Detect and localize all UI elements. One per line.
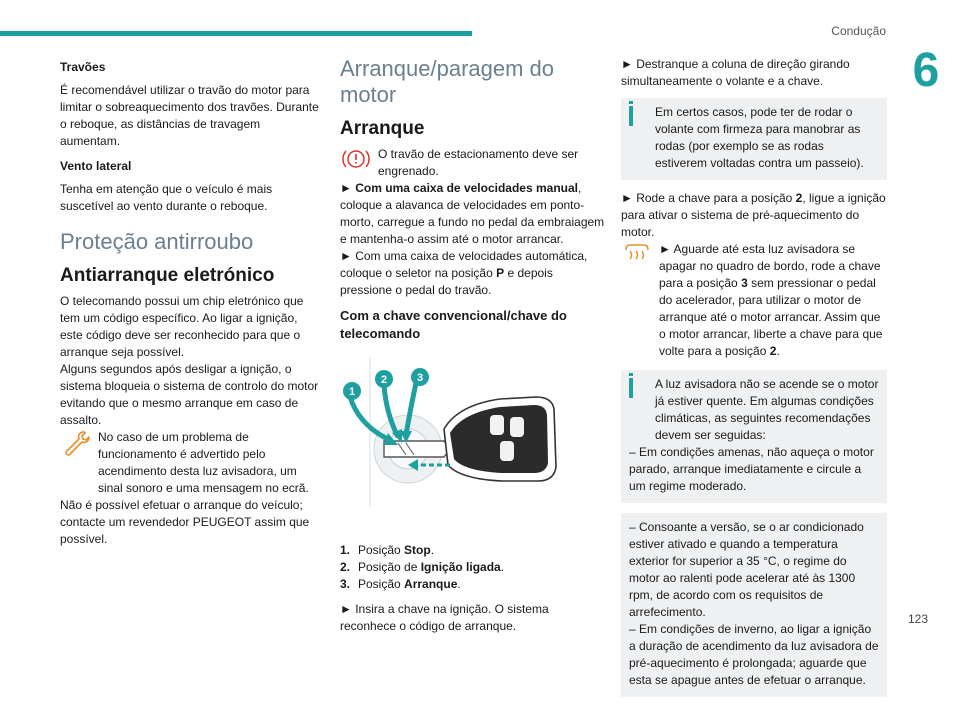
brake-warning-icon xyxy=(340,146,374,174)
glow-text-b: sem pressionar o pedal do acelerador, para utilizar o motor de arranque até o motor arrancar. Assim que o motor arrancar, liberte a chave para que volte para a posição xyxy=(659,276,883,358)
position-label: Posição xyxy=(358,543,405,557)
ignition-key-illustration xyxy=(340,357,606,527)
position-list xyxy=(340,542,606,593)
auto-text-a: ► Com uma caixa de velocidades automática, coloque o seletor na posição xyxy=(340,249,588,280)
position-name: Stop xyxy=(404,543,431,557)
info-text-steering: Em certos casos, pode ter de rodar o volante com firmeza para manobrar as rodas (por exemplo se as rodas estiverem voltadas contra um passeio). xyxy=(655,105,864,170)
glow-plug-icon xyxy=(621,241,655,269)
unlock-steering-text: ► Destranque a coluna de direção girando simultaneamente o volante e a chave. xyxy=(621,57,850,88)
protecao-heading: Proteção antirroubo xyxy=(60,229,254,254)
key-heading: Com a chave convencional/chave do telecomando xyxy=(340,308,567,341)
list-item xyxy=(340,542,606,559)
wrench-warning-icon xyxy=(60,429,94,457)
position-number: 1. xyxy=(340,543,351,557)
warning-text-a: No caso de um problema de funcionamento é advertido pelo acendimento desta luz avisadora, um sinal sonoro e uma mensagem no ecrã. xyxy=(98,430,309,495)
auto-text-b: e depois pressione o pedal do travão. xyxy=(340,266,553,297)
manual-gearbox-text xyxy=(340,180,606,248)
travoes-text: É recomendável utilizar o travão do motor para limitar o sobreaquecimento dos travões. Durante o reboque, as distâncias de travagem aumentam. xyxy=(60,83,319,148)
vento-heading: Vento lateral xyxy=(60,159,132,173)
auto-gearbox-text xyxy=(340,248,606,299)
arranque-heading: Arranque xyxy=(340,118,425,139)
key2-bold: 2 xyxy=(795,191,803,205)
manual-bold: Com uma caixa de velocidades manual xyxy=(355,181,578,195)
antiarranque-p1: O telecomando possui um chip eletrónico que tem um código específico. Ao ligar a ignição, este código deve ser reconhecido para que o arranque seja possível. xyxy=(60,294,304,359)
antiarranque-heading: Antiarranque eletrónico xyxy=(60,265,275,286)
column-2 xyxy=(340,56,606,643)
brake-row xyxy=(340,146,606,180)
key2-text-b: , ligue a ignição para ativar o sistema de pré-aquecimento do motor. xyxy=(621,191,886,239)
position-label: Posição de xyxy=(358,560,421,574)
column-3 xyxy=(621,56,887,707)
position-number: 3. xyxy=(340,577,351,591)
info-box-steering xyxy=(621,98,887,180)
arranque-paragem-heading: Arranque/paragem do motor xyxy=(340,56,555,107)
info-text-preheat: A luz avisadora não se acende se o motor já estiver quente. Em algumas condições climáticas, as seguintes recomendações devem ser seguidas: xyxy=(655,377,879,442)
info-box-conditions xyxy=(621,513,887,697)
vento-text: Tenha em atenção que o veículo é mais suscetível ao vento durante o reboque. xyxy=(60,182,273,213)
callout-3: 3 xyxy=(416,372,424,384)
position-label: Posição xyxy=(358,577,405,591)
list-item xyxy=(340,576,606,593)
info-icon xyxy=(629,378,633,398)
glow-end: . xyxy=(776,344,780,358)
callout-1: 1 xyxy=(348,386,356,398)
info-text-winter: – Em condições de inverno, ao ligar a ignição a duração de acendimento da luz avisadora de pré-aquecimento é prolongada; aguarde que esta se apague antes de efetuar o arranque. xyxy=(629,622,879,687)
warning-text-b: Não é possível efetuar o arranque do veículo; contacte um revendedor PEUGEOT assim que possível. xyxy=(60,498,310,546)
auto-bold: P xyxy=(496,266,505,280)
key-position-2-text xyxy=(621,190,887,241)
glow-plug-row xyxy=(621,241,887,360)
manual-bullet: ► xyxy=(340,181,352,195)
chapter-number: 6 xyxy=(892,44,960,96)
position-end: . xyxy=(430,543,435,557)
column-1 xyxy=(60,56,322,548)
warning-row xyxy=(60,429,322,497)
page-number: 123 xyxy=(907,612,928,626)
header-accent-bar xyxy=(0,31,472,36)
info-box-preheat xyxy=(621,370,887,503)
brake-text: O travão de estacionamento deve ser engrenado. xyxy=(378,147,579,178)
insert-key-text: ► Insira a chave na ignição. O sistema reconhece o código de arranque. xyxy=(340,602,549,633)
glow-plug-text xyxy=(659,241,887,360)
key2-text-a: ► Rode a chave para a posição xyxy=(621,191,796,205)
position-name: Ignição ligada xyxy=(420,560,501,574)
info-text-mild: – Em condições amenas, não aqueça o motor parado, arranque imediatamente e circule a um regime moderado. xyxy=(629,445,874,493)
manual-text: , coloque a alavanca de velocidades em ponto-morto, carregue a fundo no pedal da embraiagem e mantenha-o assim até o motor arrancar. xyxy=(340,181,605,246)
antiarranque-p2: Alguns segundos após desligar a ignição, o sistema bloqueia o sistema de controlo do motor evitando que o mesmo arranque em caso de assalto. xyxy=(60,362,319,427)
position-end: . xyxy=(457,577,461,591)
travoes-heading: Travões xyxy=(60,60,106,74)
position-end: . xyxy=(500,560,505,574)
position-number: 2. xyxy=(340,560,351,574)
glow-text-a: ► Aguarde até esta luz avisadora se apagar no quadro de bordo, rode a chave para a posição xyxy=(659,242,881,290)
glow-bold-3: 3 xyxy=(741,276,748,290)
callout-2: 2 xyxy=(380,374,388,386)
info-icon xyxy=(629,106,633,126)
info-text-aircon: – Consoante a versão, se o ar condicionado estiver ativado e quando a temperatura exterior for superior a 35 °C, o regime do motor ao ralenti pode acelerar até às 1300 rpm, de acordo com os requisitos de arrefecimento. xyxy=(629,520,864,619)
position-name: Arranque xyxy=(404,577,458,591)
list-item xyxy=(340,559,606,576)
glow-bold-2: 2 xyxy=(769,344,777,358)
section-title: Condução xyxy=(831,24,886,38)
